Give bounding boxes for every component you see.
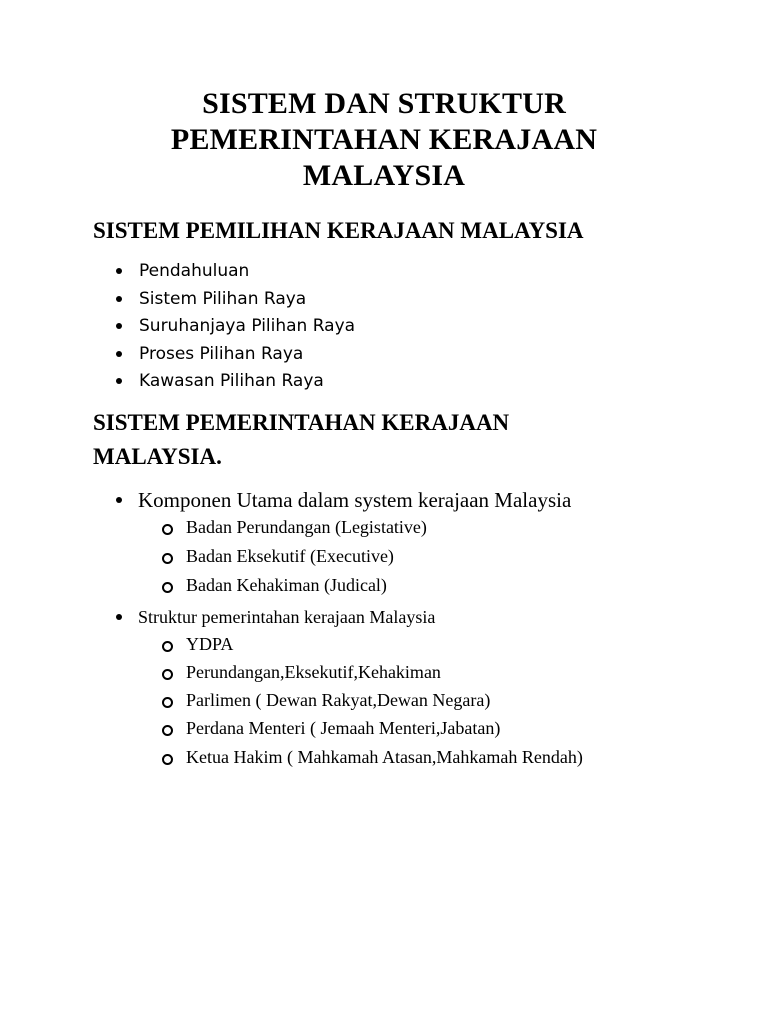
title-line-3: MALAYSIA xyxy=(302,159,466,192)
subitem-label: YDPA xyxy=(186,634,234,654)
bullet-icon xyxy=(116,378,122,384)
list-item xyxy=(112,341,355,369)
bullet-icon xyxy=(116,497,122,503)
section2-heading-line-2: MALAYSIA. xyxy=(93,444,222,469)
bullet-icon xyxy=(116,268,122,274)
group2-subitem xyxy=(186,633,233,655)
section1-heading: SISTEM PEMILIHAN KERAJAAN MALAYSIA xyxy=(93,218,584,243)
subitem-label: Ketua Hakim ( Mahkamah Atasan,Mahkamah Rendah) xyxy=(186,747,583,767)
subitem-label: Badan Kehakiman (Judical) xyxy=(186,575,387,595)
section2-heading-line-1: SISTEM PEMERINTAHAN KERAJAAN xyxy=(93,410,510,435)
list-item-label: Suruhanjaya Pilihan Raya xyxy=(139,316,356,336)
list-item xyxy=(112,368,355,396)
list-item xyxy=(112,258,355,286)
circle-bullet-icon xyxy=(162,697,173,708)
group1-subitem xyxy=(186,574,387,596)
circle-bullet-icon xyxy=(162,754,173,765)
subitem-label: Badan Perundangan (Legistative) xyxy=(186,517,427,537)
group2-subitem xyxy=(186,661,441,683)
subitem-label: Parlimen ( Dewan Rakyat,Dewan Negara) xyxy=(186,690,491,710)
group1-label: Komponen Utama dalam system kerajaan Malaysia xyxy=(138,488,572,512)
circle-bullet-icon xyxy=(162,524,173,535)
group2-item xyxy=(138,606,435,628)
bullet-icon xyxy=(116,614,122,620)
list-item-label: Proses Pilihan Raya xyxy=(139,343,304,364)
list-item-label: Pendahuluan xyxy=(139,261,250,281)
subitem-label: Perundangan,Eksekutif,Kehakiman xyxy=(186,662,441,682)
bullet-icon xyxy=(116,296,122,302)
title-line-2: PEMERINTAHAN KERAJAAN xyxy=(170,123,598,156)
circle-bullet-icon xyxy=(162,725,173,736)
group2-subitem xyxy=(186,717,500,739)
group1-subitem xyxy=(186,545,394,567)
group2-subitem xyxy=(186,689,490,711)
list-item xyxy=(112,313,355,341)
document-title xyxy=(0,86,768,194)
subitem-label: Badan Eksekutif (Executive) xyxy=(186,546,394,566)
list-item-label: Sistem Pilihan Raya xyxy=(139,288,307,309)
title-line-1: SISTEM DAN STRUKTUR xyxy=(202,87,566,120)
group1-item xyxy=(138,487,571,513)
bullet-icon xyxy=(116,351,122,357)
circle-bullet-icon xyxy=(162,669,173,680)
circle-bullet-icon xyxy=(162,582,173,593)
circle-bullet-icon xyxy=(162,553,173,564)
circle-bullet-icon xyxy=(162,641,173,652)
list-item xyxy=(112,286,355,314)
group1-subitem xyxy=(186,516,427,538)
list-item-label: Kawasan Pilihan Raya xyxy=(139,371,324,391)
subitem-label: Perdana Menteri ( Jemaah Menteri,Jabatan) xyxy=(186,718,501,738)
group2-label: Struktur pemerintahan kerajaan Malaysia xyxy=(138,607,436,627)
bullet-icon xyxy=(116,323,122,329)
section1-list xyxy=(112,258,355,396)
group2-subitem xyxy=(186,746,583,768)
